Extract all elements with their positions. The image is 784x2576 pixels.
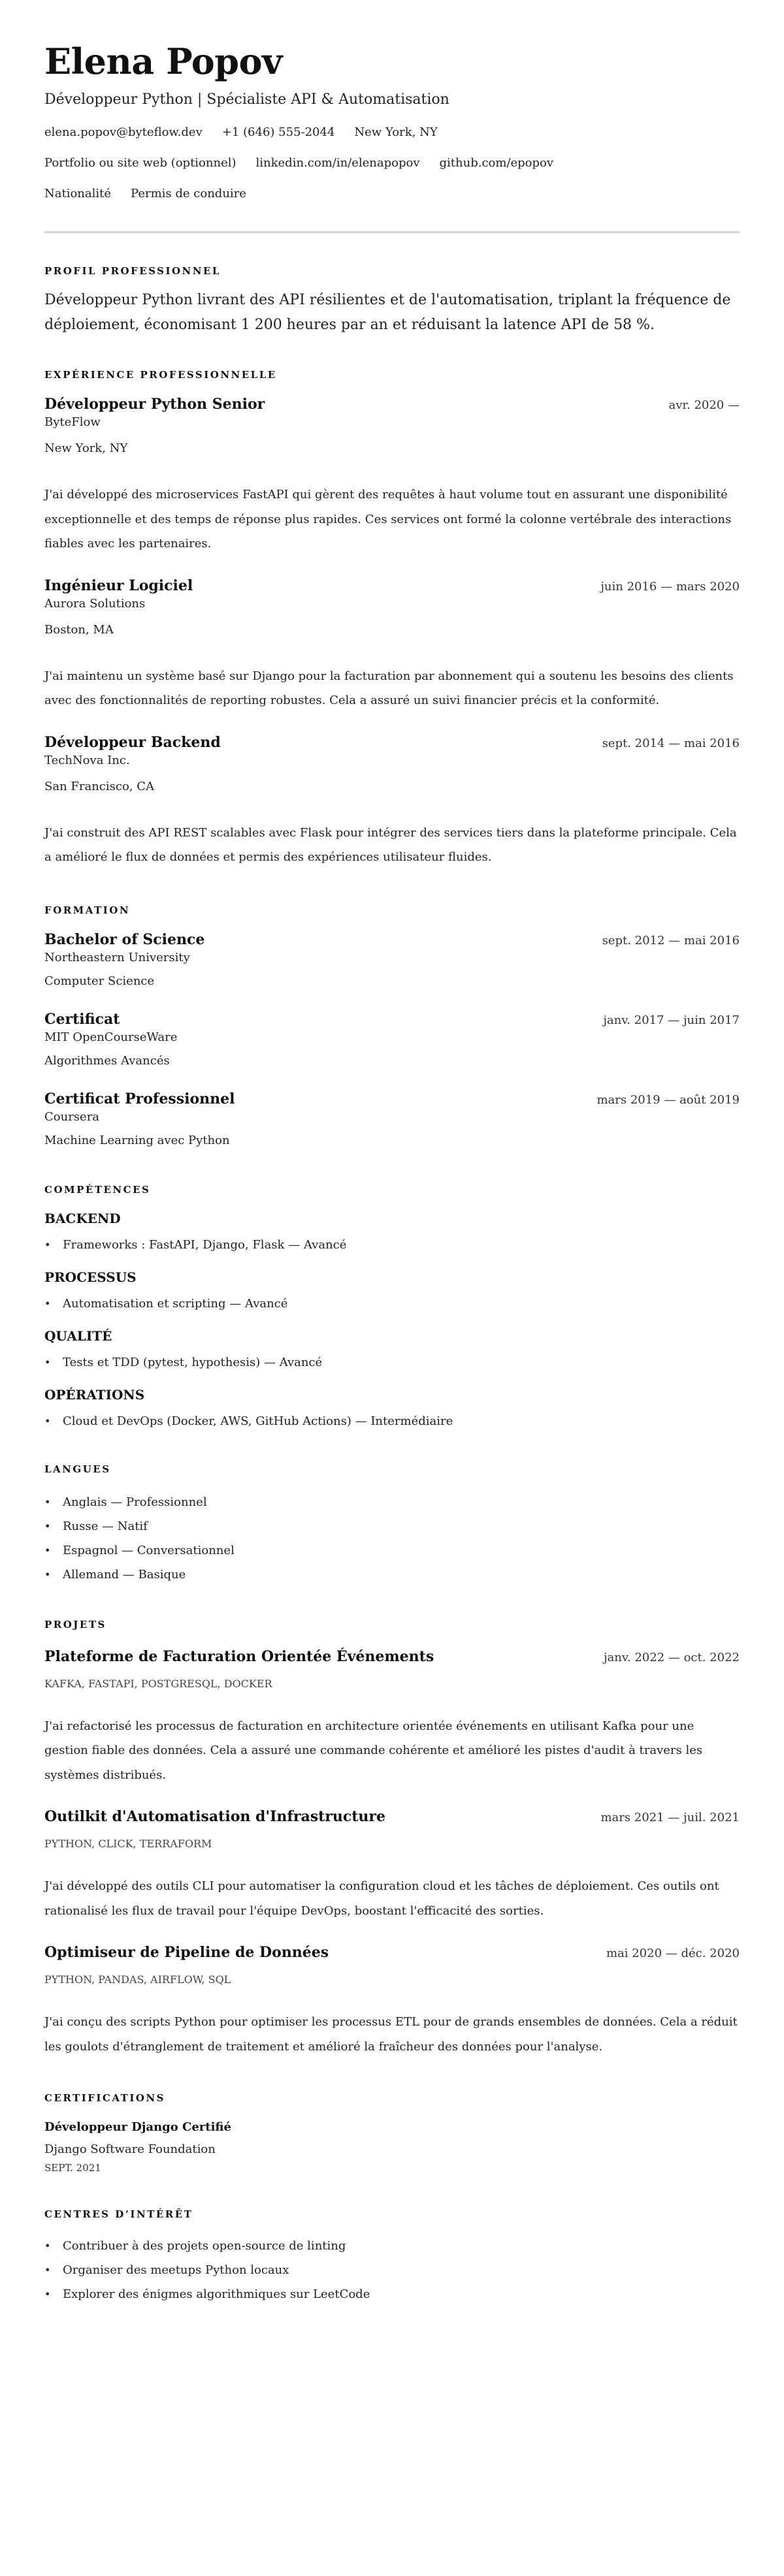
section-title-certifications: CERTIFICATIONS [44,2092,165,2104]
nationality-field: Nationalité [44,187,112,200]
skill-group [44,1268,740,1312]
section-skills [44,1183,740,1430]
skill-item: • Tests et TDD (pytest, hypothesis) — Avancé [44,1354,740,1371]
github-link[interactable]: github.com/epopov [439,156,554,170]
certification-date: SEPT. 2021 [44,2162,101,2174]
project-entry [44,1943,740,2059]
section-title-profile: PROFIL PROFESSIONNEL [44,265,221,277]
school-name: Coursera [44,1109,100,1124]
contact-row-primary [44,124,740,141]
job-company: TechNova Inc. [44,753,130,767]
interest-item: • Organiser des meetups Python locaux [44,2258,740,2282]
project-tech-stack: KAFKA, FASTAPI, POSTGRESQL, DOCKER [44,1677,272,1690]
skill-group-title: BACKEND [44,1210,121,1226]
skill-item: • Cloud et DevOps (Docker, AWS, GitHub Actions) — Intermédiaire [44,1413,740,1430]
job-dates: juin 2016 — mars 2020 [600,579,740,594]
project-name: Optimiseur de Pipeline de Données [44,1944,329,1961]
skill-group-title: PROCESSUS [44,1269,137,1285]
job-dates: avr. 2020 — [668,398,740,412]
education-entry [44,930,740,990]
header-divider [44,231,740,233]
experience-entry [44,394,740,556]
project-description: J'ai développé des outils CLI pour automatiser la configuration cloud et les tâches de déploiement. Ces outils ont rationalisé les flux de travail pour l'équipe DevOps, boostant l'efficacité des sorties. [44,1879,719,1918]
contact-row-extra [44,185,740,202]
interest-item: • Explorer des énigmes algorithmiques sur LeetCode [44,2282,740,2306]
interest-item: • Contribuer à des projets open-source de linting [44,2234,740,2258]
section-title-experience: EXPÉRIENCE PROFESSIONNELLE [44,369,277,381]
section-interests [44,2208,740,2306]
section-profile [44,264,740,337]
project-name: Plateforme de Facturation Orientée Événements [44,1647,434,1665]
project-name: Outilkit d'Automatisation d'Infrastructure [44,1808,386,1825]
driving-license-field: Permis de conduire [131,187,246,200]
skill-group [44,1327,740,1371]
skill-group [44,1386,740,1430]
school-name: MIT OpenCourseWare [44,1030,178,1044]
section-title-projects: PROJETS [44,1618,106,1630]
contact-phone[interactable]: +1 (646) 555-2044 [221,125,335,139]
job-description: J'ai développé des microservices FastAPI qui gèrent des requêtes à haut volume tout en assurant une disponibilité exceptionnelle et des temps de réponse plus rapides. Ces services ont formé la colonne vertébrale des interactions fiables avec les partenaires. [44,488,732,550]
section-education [44,904,740,1149]
skill-item: • Frameworks : FastAPI, Django, Flask — Avancé [44,1237,740,1254]
skill-group [44,1209,740,1254]
section-title-skills: COMPÉTENCES [44,1183,151,1196]
degree-title: Bachelor of Science [44,930,205,948]
project-dates: mars 2021 — juil. 2021 [600,1811,740,1824]
project-dates: mai 2020 — déc. 2020 [606,1947,740,1960]
candidate-headline: Développeur Python | Spécialiste API & Automatisation [44,91,449,108]
job-company: Aurora Solutions [44,596,146,611]
job-title: Ingénieur Logiciel [44,577,193,594]
section-title-education: FORMATION [44,904,131,916]
section-projects [44,1618,740,2059]
degree-title: Certificat [44,1010,120,1028]
contact-location: New York, NY [354,125,438,139]
skill-item: • Automatisation et scripting — Avancé [44,1296,740,1312]
school-name: Northeastern University [44,950,190,964]
education-entry [44,1010,740,1070]
skill-group-title: QUALITÉ [44,1328,112,1344]
section-title-interests: CENTRES D’INTÉRÊT [44,2208,193,2220]
education-dates: sept. 2012 — mai 2016 [602,933,740,947]
section-languages [44,1463,740,1587]
certification-entry [44,2119,740,2175]
portfolio-link[interactable]: Portfolio ou site web (optionnel) [44,156,237,170]
job-title: Développeur Backend [44,733,221,751]
job-location: Boston, MA [44,622,114,637]
language-item: • Espagnol — Conversationnel [44,1538,740,1563]
education-dates: mars 2019 — août 2019 [596,1092,740,1107]
profile-summary: Développeur Python livrant des API résilientes et de l'automatisation, triplant la fréquence de déploiement, économisant 1 200 heures par an et réduisant la latence API de 58 %. [44,292,731,333]
linkedin-link[interactable]: linkedin.com/in/elenapopov [255,156,420,170]
certification-name: Développeur Django Certifié [44,2120,231,2134]
project-tech-stack: PYTHON, PANDAS, AIRFLOW, SQL [44,1973,231,1986]
skill-group-title: OPÉRATIONS [44,1386,145,1403]
candidate-name: Elena Popov [44,40,282,82]
section-experience [44,368,740,870]
project-description: J'ai conçu des scripts Python pour optimiser les processus ETL pour de grands ensembles de données. Cela a réduit les goulots d'étranglement de traitement et amélioré la fraîcheur des données pour l'analyse. [44,2015,738,2054]
project-dates: janv. 2022 — oct. 2022 [603,1650,740,1664]
section-title-languages: LANGUES [44,1463,111,1475]
field-of-study: Algorithmes Avancés [44,1053,170,1068]
project-entry [44,1807,740,1923]
language-item: • Russe — Natif [44,1514,740,1538]
language-item: • Anglais — Professionnel [44,1490,740,1514]
job-company: ByteFlow [44,415,101,429]
experience-entry [44,576,740,713]
resume-header [44,40,740,202]
job-location: New York, NY [44,441,128,455]
section-certifications [44,2091,740,2175]
education-dates: janv. 2017 — juin 2017 [603,1013,740,1027]
contact-email[interactable]: elena.popov@byteflow.dev [44,125,203,139]
job-description: J'ai maintenu un système basé sur Django pour la facturation par abonnement qui a soutenu les besoins des clients avec des fonctionnalités de reporting robustes. Cela a assuré un suivi financier précis et la conformité. [44,669,734,707]
project-tech-stack: PYTHON, CLICK, TERRAFORM [44,1837,212,1850]
project-description: J'ai refactorisé les processus de facturation en architecture orientée événements en utilisant Kafka pour une gestion fiable des données. Cela a assuré une commande cohérente et amélioré les pistes d'audit à travers les systèmes distribués. [44,1719,703,1782]
experience-entry [44,733,740,870]
language-item: • Allemand — Basique [44,1563,740,1587]
job-description: J'ai construit des API REST scalables avec Flask pour intégrer des services tiers dans la plateforme principale. Cela a amélioré le flux de données et permis des expériences utilisateur fluides. [44,825,737,864]
contact-row-links [44,155,740,172]
project-entry [44,1647,740,1788]
job-title: Développeur Python Senior [44,396,265,413]
field-of-study: Machine Learning avec Python [44,1133,230,1147]
degree-title: Certificat Professionnel [44,1090,235,1107]
certification-issuer: Django Software Foundation [44,2142,216,2156]
education-entry [44,1089,740,1149]
job-dates: sept. 2014 — mai 2016 [602,736,740,750]
field-of-study: Computer Science [44,974,155,988]
job-location: San Francisco, CA [44,779,155,793]
